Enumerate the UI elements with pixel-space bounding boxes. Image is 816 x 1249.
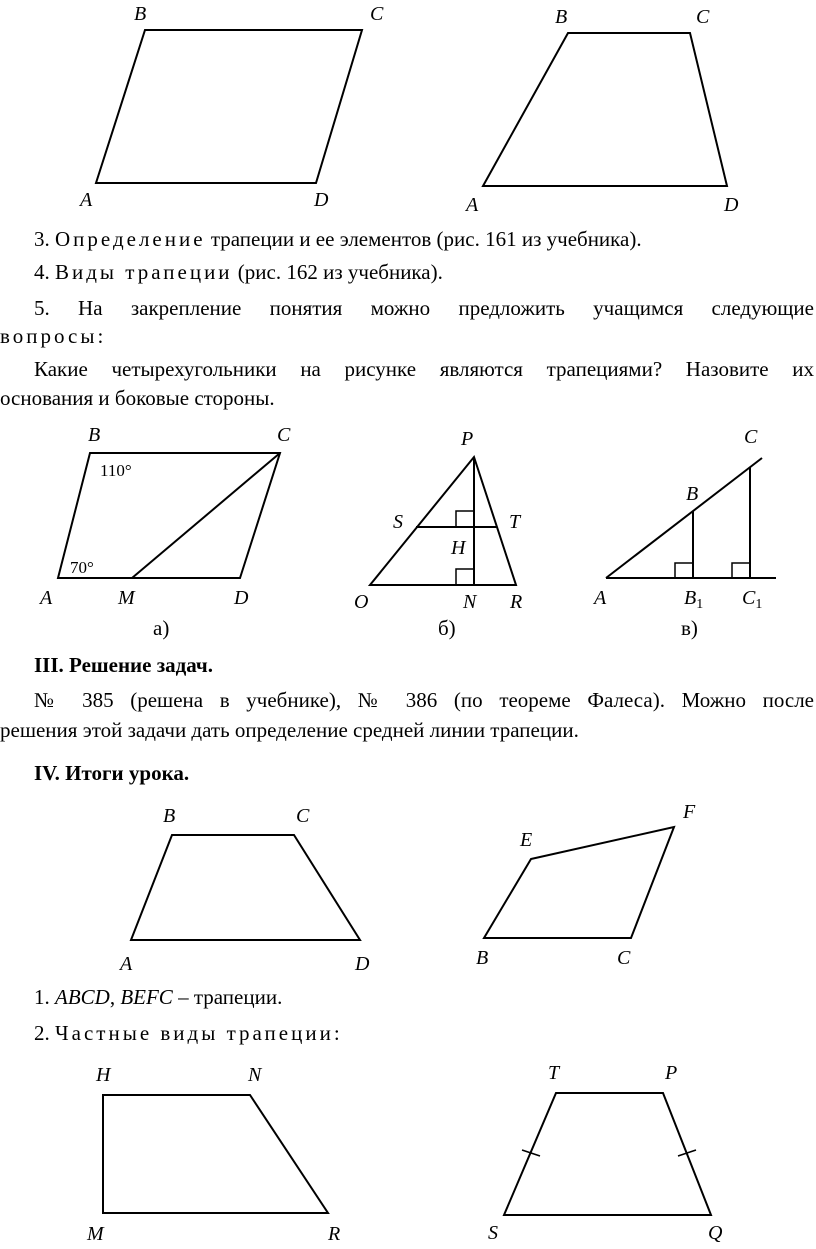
term-types: Виды трапеции bbox=[55, 260, 233, 284]
bottom-figures-2 bbox=[0, 1055, 816, 1249]
special-types-text: Частные виды трапеции: bbox=[55, 1021, 343, 1045]
label-c: C bbox=[696, 6, 710, 28]
label-o: O bbox=[354, 591, 369, 613]
label-b1: $B_1$ bbox=[684, 587, 704, 612]
item-number: 3. bbox=[34, 227, 50, 251]
label-c: C bbox=[370, 3, 384, 25]
label-p: P bbox=[461, 428, 474, 450]
label-d: D bbox=[234, 587, 249, 609]
label-r: R bbox=[510, 591, 523, 613]
question-line2: основания и боковые стороны. bbox=[0, 386, 275, 410]
label-r: R bbox=[328, 1223, 341, 1245]
figure-right-trapezoid bbox=[86, 1064, 340, 1245]
label-a: A bbox=[594, 587, 607, 609]
label-b: B bbox=[555, 6, 568, 28]
item-number: 2. bbox=[34, 1021, 50, 1045]
label-d: D bbox=[724, 194, 739, 216]
label-p: P bbox=[665, 1062, 678, 1084]
figure-b bbox=[354, 428, 522, 640]
item-5-line1: 5. На закрепление понятия можно предложить учащимся следующие bbox=[34, 296, 814, 320]
label-b: B bbox=[88, 424, 101, 446]
label-b: B bbox=[476, 947, 489, 969]
angle-70-label: 70° bbox=[70, 558, 94, 577]
item-text: (рис. 162 из учебника). bbox=[237, 260, 443, 284]
label-a: A bbox=[466, 194, 479, 216]
label-t: T bbox=[548, 1062, 560, 1084]
item-text: трапеции и ее элементов (рис. 161 из учебника). bbox=[210, 227, 642, 251]
caption-c: в) bbox=[681, 616, 698, 640]
item-5-line2: вопросы: bbox=[0, 324, 107, 348]
figure-trapezoid-abcd bbox=[464, 6, 739, 216]
section-4-title: IV. Итоги урока. bbox=[34, 761, 190, 785]
befc-name: BEFC bbox=[120, 985, 173, 1009]
label-n: N bbox=[463, 591, 477, 613]
question-line1: Какие четырехугольники на рисунке являются трапециями? Назовите их bbox=[34, 357, 814, 381]
label-h: H bbox=[96, 1064, 111, 1086]
label-e: E bbox=[520, 829, 533, 851]
item-3 bbox=[34, 225, 642, 254]
label-b: B bbox=[686, 483, 699, 505]
label-c: C bbox=[277, 424, 291, 446]
label-d: D bbox=[355, 953, 370, 975]
term-definition: Определение bbox=[55, 227, 206, 251]
comma: , bbox=[109, 985, 116, 1009]
label-d: D bbox=[314, 189, 329, 211]
label-h: H bbox=[451, 537, 466, 559]
answer-1 bbox=[34, 983, 282, 1012]
section-3-title: III. Решение задач. bbox=[34, 653, 214, 677]
label-q: Q bbox=[708, 1222, 723, 1244]
figure-parallelogram-abcd bbox=[78, 3, 384, 211]
top-figures bbox=[0, 0, 816, 220]
figure-trapezoid-befc bbox=[476, 801, 696, 969]
item-number: 1. bbox=[34, 985, 50, 1009]
label-c: C bbox=[617, 947, 631, 969]
abcd-name: ABCD bbox=[55, 985, 110, 1009]
label-a: A bbox=[40, 587, 53, 609]
label-s: S bbox=[488, 1222, 498, 1244]
answer-2 bbox=[34, 1019, 343, 1048]
item-4 bbox=[34, 258, 443, 287]
figure-c bbox=[592, 426, 776, 640]
item-number: 4. bbox=[34, 260, 50, 284]
label-m: M bbox=[87, 1223, 104, 1245]
bottom-figures-1 bbox=[0, 790, 816, 980]
label-n: N bbox=[248, 1064, 262, 1086]
label-c: C bbox=[744, 426, 758, 448]
caption-b: б) bbox=[438, 616, 456, 640]
label-b: B bbox=[134, 3, 147, 25]
angle-110-label: 110° bbox=[100, 461, 132, 480]
label-a: A bbox=[120, 953, 133, 975]
figure-a bbox=[38, 424, 291, 640]
task-line2: решения этой задачи дать определение средней линии трапеции. bbox=[0, 718, 579, 742]
middle-figures bbox=[0, 420, 816, 650]
label-b: B bbox=[163, 805, 176, 827]
label-m: M bbox=[118, 587, 135, 609]
label-a: A bbox=[80, 189, 93, 211]
answer-text: – трапеции. bbox=[172, 985, 283, 1009]
label-s: S bbox=[393, 511, 403, 533]
label-f: F bbox=[683, 801, 696, 823]
label-t: T bbox=[509, 511, 521, 533]
caption-a: а) bbox=[153, 616, 170, 640]
label-c1: $C_1$ bbox=[742, 587, 763, 612]
label-c: C bbox=[296, 805, 310, 827]
figure-isosceles-trapezoid bbox=[488, 1062, 723, 1244]
task-line1: № 385 (решена в учебнике), № 386 (по теореме Фалеса). Можно после bbox=[34, 688, 814, 712]
figure-trapezoid-abcd bbox=[118, 805, 370, 975]
